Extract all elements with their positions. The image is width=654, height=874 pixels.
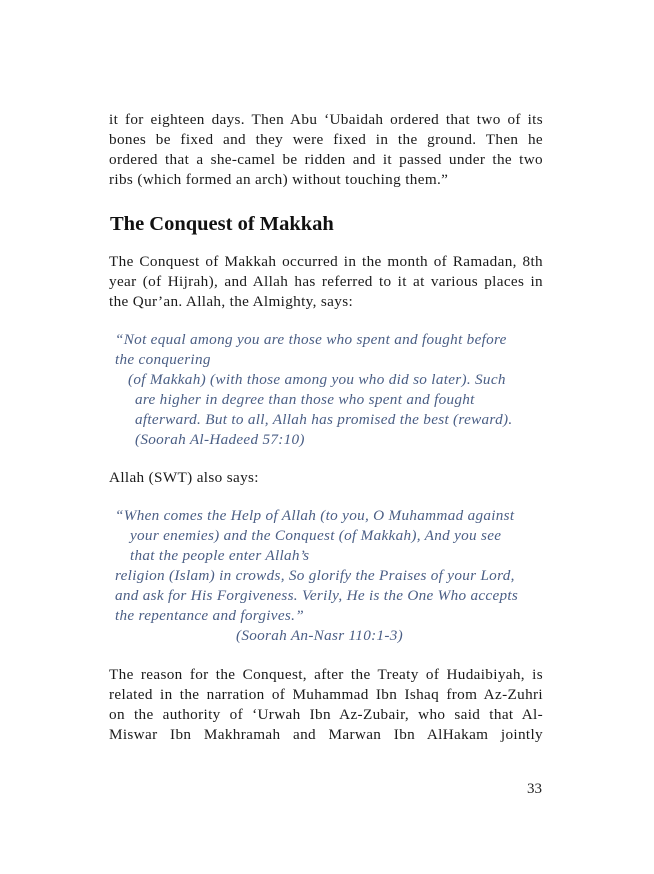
- text-line: ordered that a she-camel be ridden and it passed under the two: [109, 151, 543, 168]
- intro-paragraph: [109, 252, 543, 312]
- quote-citation: (Soorah Al-Hadeed 57:10): [135, 431, 305, 448]
- text-line: The reason for the Conquest, after the Treaty of Hudaibiyah, is: [109, 666, 543, 683]
- text-line: the Qur’an. Allah, the Almighty, says:: [109, 293, 354, 310]
- quran-quote-nasr: [115, 506, 518, 646]
- closing-paragraph: [109, 665, 543, 745]
- quote-line: religion (Islam) in crowds, So glorify the Praises of your Lord,: [115, 567, 515, 584]
- quote-line: (of Makkah) (with those among you who did so later). Such: [128, 371, 506, 388]
- text-line: bones be fixed and they were fixed in the ground. Then he: [109, 131, 543, 148]
- also-says-line: [109, 468, 543, 488]
- text-line: Allah (SWT) also says:: [109, 469, 259, 486]
- text-line: it for eighteen days. Then Abu ‘Ubaidah ordered that two of its: [109, 111, 543, 128]
- text-line: related in the narration of Muhammad Ibn Ishaq from Az-Zuhri: [109, 686, 543, 703]
- page-number: 33: [527, 781, 542, 797]
- quote-line: and ask for His Forgiveness. Verily, He is the One Who accepts: [115, 587, 519, 604]
- quote-line: afterward. But to all, Allah has promised the best (reward).: [135, 411, 513, 428]
- continued-paragraph: [109, 110, 543, 190]
- quote-line: that the people enter Allah’s: [130, 547, 310, 564]
- quote-line: your enemies) and the Conquest (of Makkah), And you see: [130, 527, 502, 544]
- text-line: The Conquest of Makkah occurred in the month of Ramadan, 8th: [109, 253, 543, 270]
- quote-line: the repentance and forgives.”: [115, 607, 304, 624]
- section-heading: The Conquest of Makkah: [110, 213, 334, 235]
- quote-line: the conquering: [115, 351, 211, 368]
- quote-line: “Not equal among you are those who spent and fought before: [115, 331, 507, 348]
- text-line: year (of Hijrah), and Allah has referred to it at various places in: [109, 273, 543, 290]
- text-line: Miswar Ibn Makhramah and Marwan Ibn AlHakam jointly: [109, 726, 543, 743]
- text-line: on the authority of ‘Urwah Ibn Az-Zubair, who said that Al-: [109, 706, 543, 723]
- text-line: ribs (which formed an arch) without touching them.”: [109, 171, 449, 188]
- quran-quote-hadeed: [115, 330, 512, 450]
- quote-citation: (Soorah An-Nasr 110:1-3): [236, 627, 403, 644]
- quote-line: “When comes the Help of Allah (to you, O Muhammad against: [115, 507, 515, 524]
- quote-line: are higher in degree than those who spent and fought: [135, 391, 475, 408]
